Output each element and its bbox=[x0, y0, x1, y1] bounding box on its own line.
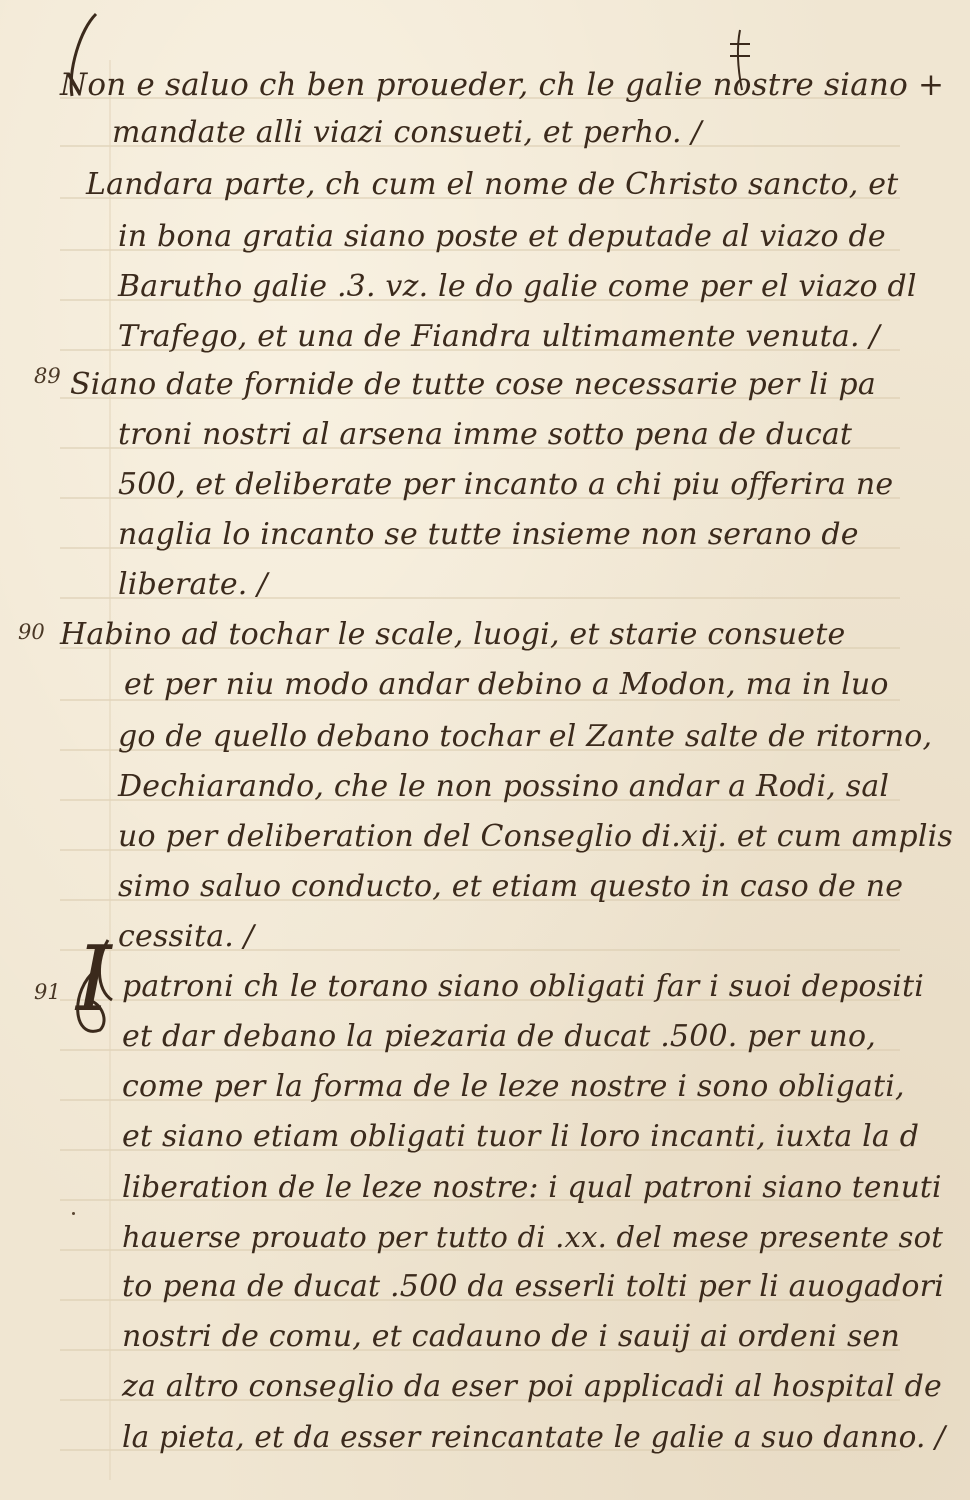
manuscript-line: troni nostri al arsena imme sotto pena de ducat bbox=[118, 417, 853, 452]
manuscript-line: cessita. / bbox=[118, 919, 255, 954]
manuscript-line: in bona gratia siano poste et deputade al viazo de bbox=[118, 219, 886, 254]
manuscript-line: mandate alli viazi consueti, et perho. / bbox=[112, 115, 702, 150]
manuscript-line: uo per deliberation del Conseglio di.xij. et cum amplis bbox=[118, 819, 954, 854]
manuscript-line: et per niu modo andar debino a Modon, ma in luo bbox=[124, 667, 889, 702]
manuscript-line: nostri de comu, et cadauno de i sauij ai ordeni sen bbox=[122, 1319, 901, 1354]
manuscript-line: liberation de le leze nostre: i qual patroni siano tenuti bbox=[122, 1170, 942, 1204]
manuscript-line: et siano etiam obligati tuor li loro incanti, iuxta la d bbox=[122, 1119, 920, 1154]
manuscript-line: la pieta, et da esser reincantate le galie a suo danno. / bbox=[122, 1420, 946, 1454]
manuscript-line: to pena de ducat .500 da esserli tolti per li auogadori bbox=[122, 1269, 944, 1304]
initial-bracket-glyph: I bbox=[76, 927, 112, 1032]
manuscript-line: za altro conseglio da eser poi applicadi al hospital de bbox=[122, 1369, 942, 1404]
margin-dot bbox=[72, 1212, 75, 1215]
manuscript-line: Trafego, et una de Fiandra ultimamente venuta. / bbox=[118, 319, 880, 354]
manuscript-line: Barutho galie .3. vz. le do galie come per el viazo dl bbox=[118, 269, 917, 304]
manuscript-line: come per la forma de le leze nostre i sono obligati, bbox=[122, 1069, 905, 1104]
margin-number-91: 91 bbox=[34, 980, 61, 1004]
margin-number-90: 90 bbox=[18, 620, 45, 644]
manuscript-line: go de quello debano tochar el Zante salte de ritorno, bbox=[118, 719, 933, 754]
margin-number-89: 89 bbox=[34, 364, 61, 388]
manuscript-line: hauerse prouato per tutto di .xx. del mese presente sot bbox=[122, 1220, 944, 1254]
manuscript-line: simo saluo conducto, et etiam questo in caso de ne bbox=[118, 869, 904, 904]
manuscript-line: 500, et deliberate per incanto a chi piu offerira ne bbox=[118, 467, 894, 502]
manuscript-line: Non e saluo ch ben proueder, ch le galie nostre siano + bbox=[60, 67, 945, 103]
manuscript-line: liberate. / bbox=[118, 567, 268, 602]
manuscript-line: Landara parte, ch cum el nome de Christo sancto, et bbox=[86, 167, 899, 202]
manuscript-line: et dar debano la piezaria de ducat .500. per uno, bbox=[122, 1019, 876, 1054]
manuscript-line: Habino ad tochar le scale, luogi, et starie consuete bbox=[60, 617, 846, 652]
manuscript-line: patroni ch le torano siano obligati far i suoi depositi bbox=[122, 969, 925, 1004]
manuscript-line: naglia lo incanto se tutte insieme non serano de bbox=[118, 517, 859, 552]
manuscript-line: Siano date fornide de tutte cose necessarie per li pa bbox=[70, 367, 876, 402]
manuscript-line: Dechiarando, che le non possino andar a Rodi, sal bbox=[118, 769, 890, 804]
